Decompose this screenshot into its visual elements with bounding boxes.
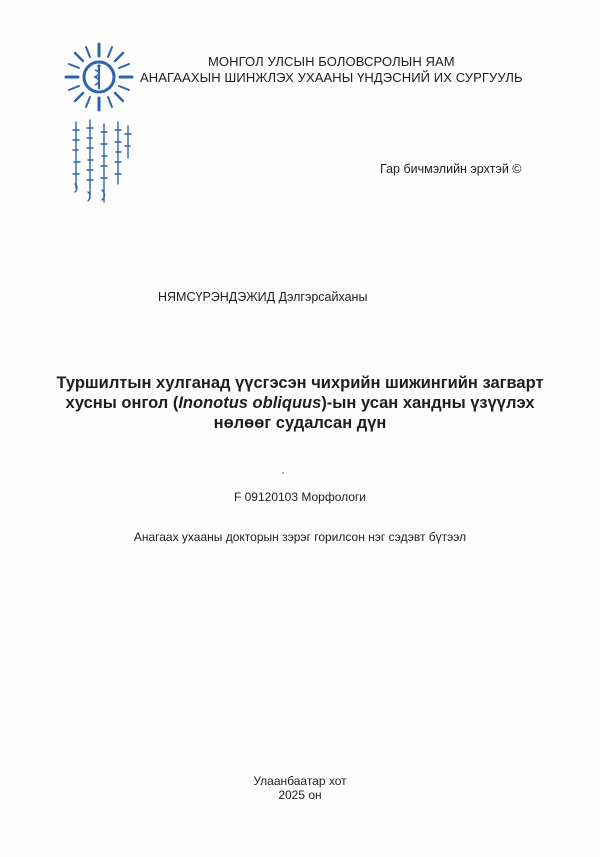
copyright-notice: Гар бичмэлийн эрхтэй © — [380, 162, 522, 176]
ministry-name: МОНГОЛ УЛСЫН БОЛОВСРОЛЫН ЯАМ — [208, 54, 455, 69]
university-name: АНАГААХЫН ШИНЖЛЭХ УХААНЫ ҮНДЭСНИЙ ИХ СУРГУУЛЬ — [140, 70, 523, 85]
mongolian-script-emblem — [66, 118, 136, 210]
thesis-title-part1: Туршилтын хулганад үүсгэсэн чихрийн шижингийн загварт хусны онгол ( — [56, 374, 544, 412]
university-emblem-icon — [64, 42, 134, 112]
thesis-title-latin: Inonotus obliquus — [178, 394, 322, 412]
publication-year: 2025 он — [278, 788, 322, 802]
thesis-title — [40, 373, 560, 433]
thesis-title-part2: )-ын усан хандны үзүүлэх нөлөөг судалсан дүн — [213, 394, 535, 432]
degree-statement: Анагаах ухааны докторын зэрэг горилсон нэг сэдэвт бүтээл — [133, 530, 467, 544]
author-name: НЯМСҮРЭНДЭЖИД Дэлгэрсайханы — [158, 290, 368, 304]
place-of-publication: Улаанбаатар хот — [253, 774, 347, 788]
scan-speck — [282, 472, 284, 474]
specialty-code: F 09120103 Морфологи — [233, 490, 367, 504]
